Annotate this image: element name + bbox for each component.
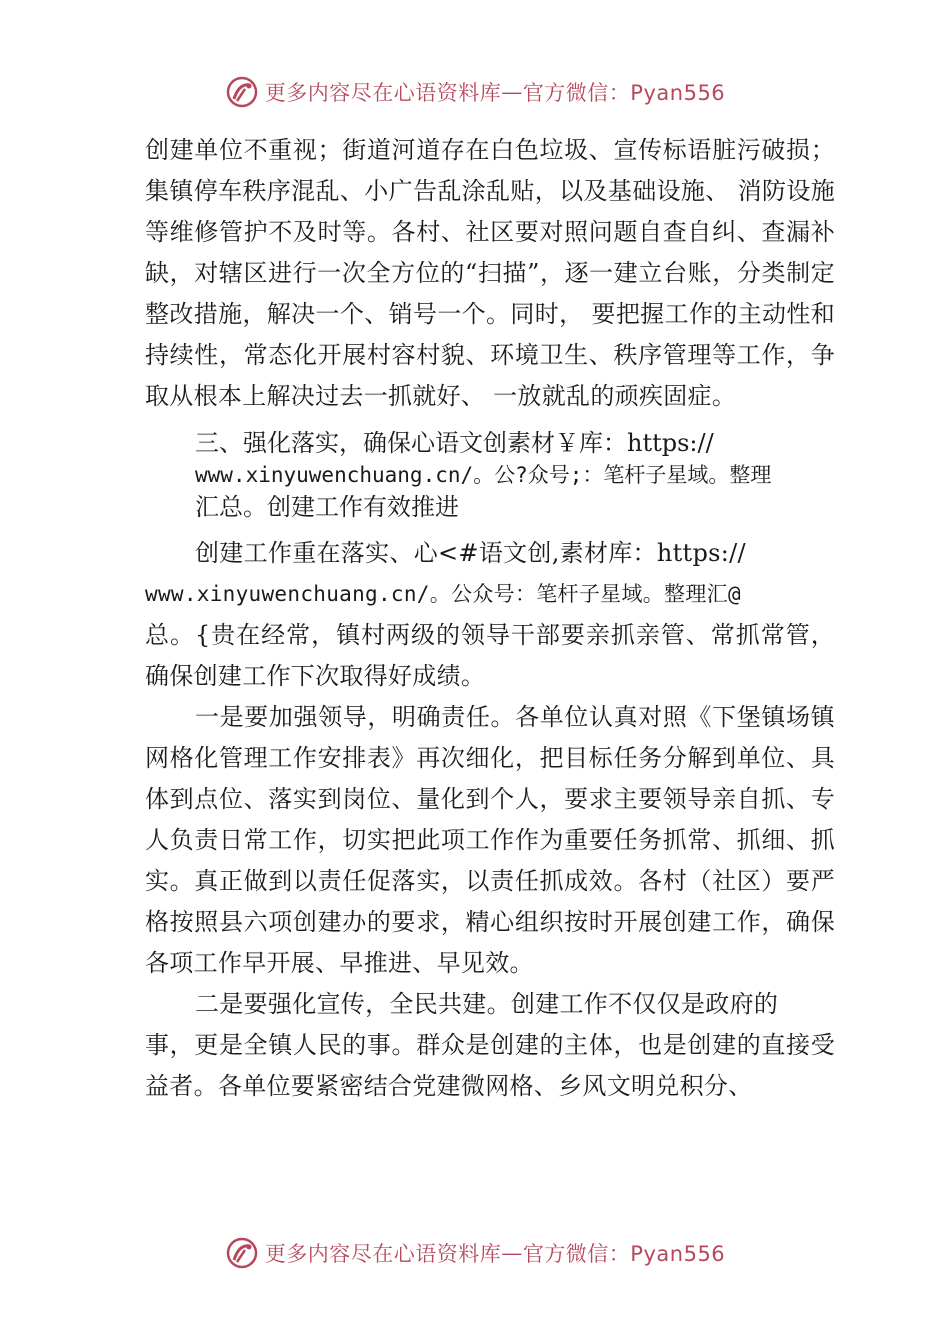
banner-wechat: 官方微信：Pyan556	[522, 81, 726, 105]
paragraph-2-line-3: 总。{贵在经常，镇村两级的领导干部要亲抓亲管、常抓常管，确保创建工作下次取得好成绩。	[145, 621, 835, 690]
paragraph-2-line-1: 创建工作重在落实、心<#语文创,素材库：https://	[195, 539, 746, 567]
paragraph-4-line-2: 事，更是全镇人民的事。群众是创建的主体，也是创建的直接受益者。各单位要紧密结合党建微网格、乡风文明兑积分、	[145, 1031, 835, 1100]
document-body	[145, 130, 835, 1107]
footer-banner	[0, 1233, 950, 1273]
logo-icon	[225, 1236, 259, 1270]
heading-line-3: 汇总。创建工作有效推进	[195, 493, 459, 521]
paragraph-2-line-2: www.xinyuwenchuang.cn/。公众号：笔杆子星域。整理汇@	[145, 582, 741, 606]
banner-text: 更多内容尽在心语资料库	[264, 1242, 502, 1266]
paragraph-1: 创建单位不重视；街道河道存在白色垃圾、宣传标语脏污破损；集镇停车秩序混乱、小广告乱涂乱贴，以及基础设施、 消防设施等维修管护不及时等。各村、社区要对照问题自查自纠、查漏补缺，对辖区进行一次全方位的“扫描”，逐一建立台账，分类制定整改措施，解决一个、销号一个。同时， 要把握工作的主动性和持续性，常态化开展村容村貌、环境卫生、秩序管理等工作，争取从根本上解决过去一抓就好、 一放就乱的顽疾固症。	[145, 136, 835, 410]
banner-dash: —	[501, 1241, 523, 1265]
paragraph-3: 一是要加强领导，明确责任。各单位认真对照《下堡镇场镇网格化管理工作安排表》再次细化，把目标任务分解到单位、具体到点位、落实到岗位、量化到个人，要求主要领导亲自抓、专人负责日常工作，切实把此项工作作为重要任务抓常、抓细、抓实。真正做到以责任促落实，以责任抓成效。各村（社区）要严格按照县六项创建办的要求，精心组织按时开展创建工作，确保各项工作早开展、早推进、早见效。	[145, 703, 835, 977]
heading-line-2: www.xinyuwenchuang.cn/。公?众号;：笔杆子星域。整理	[195, 463, 772, 487]
banner-wechat: 官方微信：Pyan556	[522, 1242, 726, 1266]
paragraph-4-line-1: 二是要强化宣传，全民共建。创建工作不仅仅是政府的	[195, 990, 779, 1018]
banner-text: 更多内容尽在心语资料库	[264, 81, 502, 105]
header-banner	[0, 72, 950, 112]
banner-dash: —	[501, 80, 523, 104]
section-heading	[145, 427, 835, 523]
heading-line-1: 三、强化落实，确保心语文创素材￥库：https://	[195, 429, 714, 457]
logo-icon	[225, 75, 259, 109]
